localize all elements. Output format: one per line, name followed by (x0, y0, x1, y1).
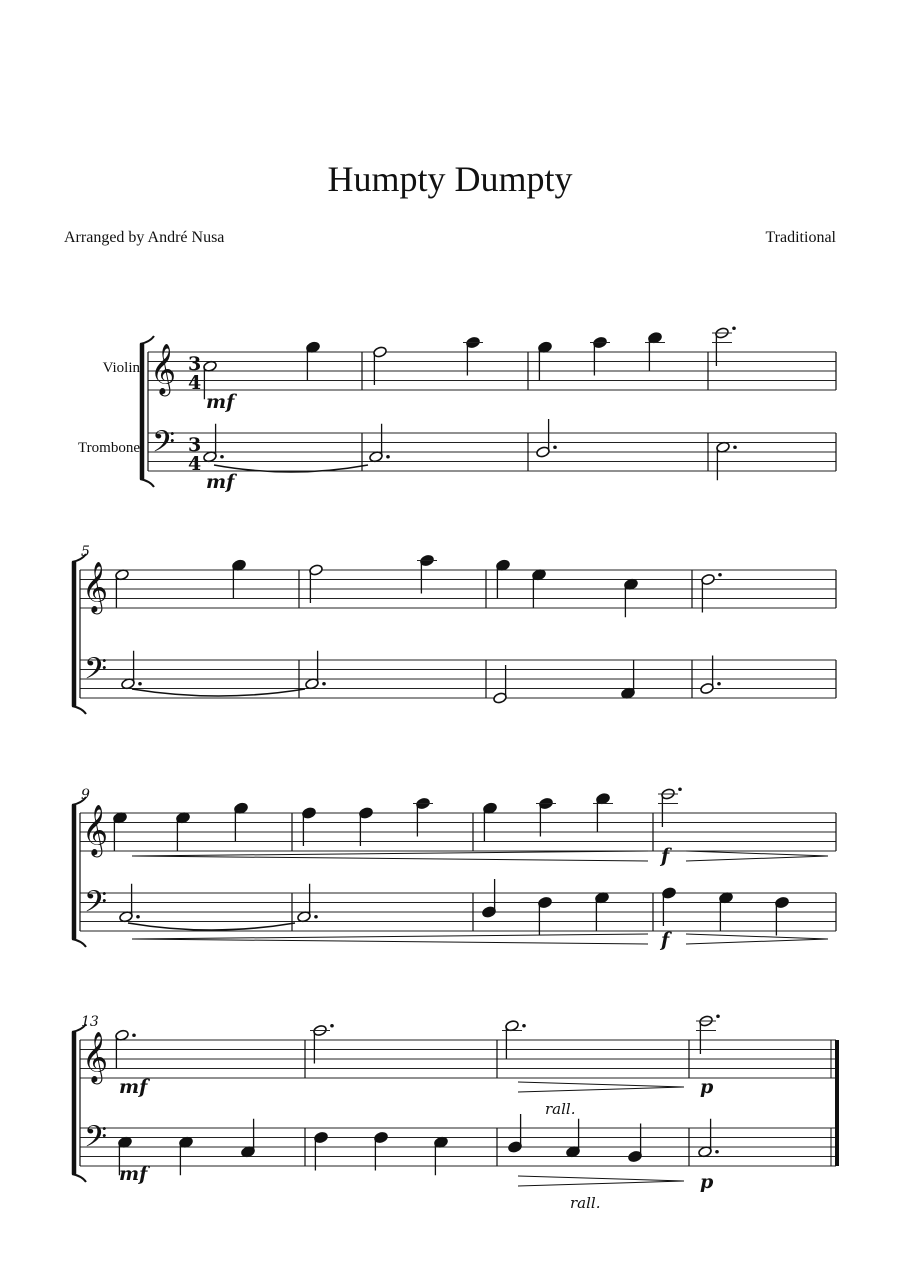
trombone-note-dot (314, 915, 318, 919)
violin-note-dot (716, 1014, 720, 1018)
page-title: Humpty Dumpty (327, 159, 573, 199)
treble-clef-icon: 𝄞 (150, 343, 177, 395)
trombone-note-dot (553, 445, 557, 449)
dynamic-mf: mf (206, 471, 235, 493)
crescendo-hairpin (132, 939, 648, 944)
crescendo-hairpin (132, 934, 648, 939)
bass-clef-icon: 𝄢 (84, 652, 108, 694)
tie (128, 923, 295, 930)
decrescendo-hairpin (518, 1087, 684, 1092)
trombone-note-dot (715, 1150, 719, 1154)
bass-clef-icon: 𝄢 (84, 885, 108, 927)
measure-number: 13 (81, 1014, 99, 1030)
arranger-credit: Arranged by André Nusa (64, 229, 225, 246)
bass-clef-icon: 𝄢 (84, 1120, 108, 1162)
crescendo-hairpin (132, 851, 648, 856)
violin-label: Violin (102, 360, 140, 376)
violin-note-dot (678, 787, 682, 791)
dynamic-p: p (700, 1076, 714, 1098)
final-barline-thick (835, 1040, 839, 1166)
decrescendo-hairpin (518, 1181, 684, 1186)
violin-note-dot (732, 326, 736, 330)
violin-note-dot (522, 1024, 526, 1028)
decrescendo-hairpin (686, 851, 828, 856)
violin-note-dot (132, 1033, 136, 1037)
violin-note-dot (330, 1024, 334, 1028)
trombone-note-dot (322, 682, 326, 686)
dynamic-f: f (661, 845, 670, 867)
bracket-bottom (72, 1174, 86, 1182)
decrescendo-hairpin (686, 856, 828, 861)
bass-clef-icon: 𝄢 (152, 425, 176, 467)
dynamic-mf: mf (119, 1163, 148, 1185)
bracket-bottom (72, 939, 86, 947)
trombone-note-dot (733, 445, 737, 449)
composer-credit: Traditional (765, 229, 836, 246)
decrescendo-hairpin (518, 1176, 684, 1181)
dynamic-p: p (700, 1171, 714, 1193)
decrescendo-hairpin (686, 939, 828, 944)
dynamic-f: f (661, 929, 670, 951)
decrescendo-hairpin (518, 1082, 684, 1087)
treble-clef-icon: 𝄞 (82, 561, 109, 613)
treble-clef-icon: 𝄞 (82, 804, 109, 856)
trombone-time-upper: 3 (188, 434, 202, 456)
crescendo-hairpin (132, 856, 648, 861)
bracket-bottom (72, 706, 86, 714)
decrescendo-hairpin (686, 934, 828, 939)
treble-clef-icon: 𝄞 (82, 1031, 109, 1083)
tie (132, 689, 305, 696)
violin-time-lower: 4 (188, 372, 202, 394)
trombone-note-dot (138, 682, 142, 686)
violin-note-dot (718, 573, 722, 577)
rall-marking: rall. (545, 1100, 576, 1118)
trombone-label: Trombone (78, 440, 140, 456)
dynamic-mf: mf (206, 391, 235, 413)
measure-number: 5 (81, 544, 90, 560)
rall-marking: rall. (570, 1194, 601, 1212)
trombone-note-dot (386, 455, 390, 459)
trombone-note-dot (220, 455, 224, 459)
trombone-note-dot (136, 915, 140, 919)
measure-number: 9 (81, 787, 90, 803)
trombone-time-lower: 4 (188, 453, 202, 475)
violin-time-upper: 3 (188, 353, 202, 375)
bracket-bottom (140, 479, 154, 487)
trombone-note-dot (717, 682, 721, 686)
dynamic-mf: mf (119, 1076, 148, 1098)
